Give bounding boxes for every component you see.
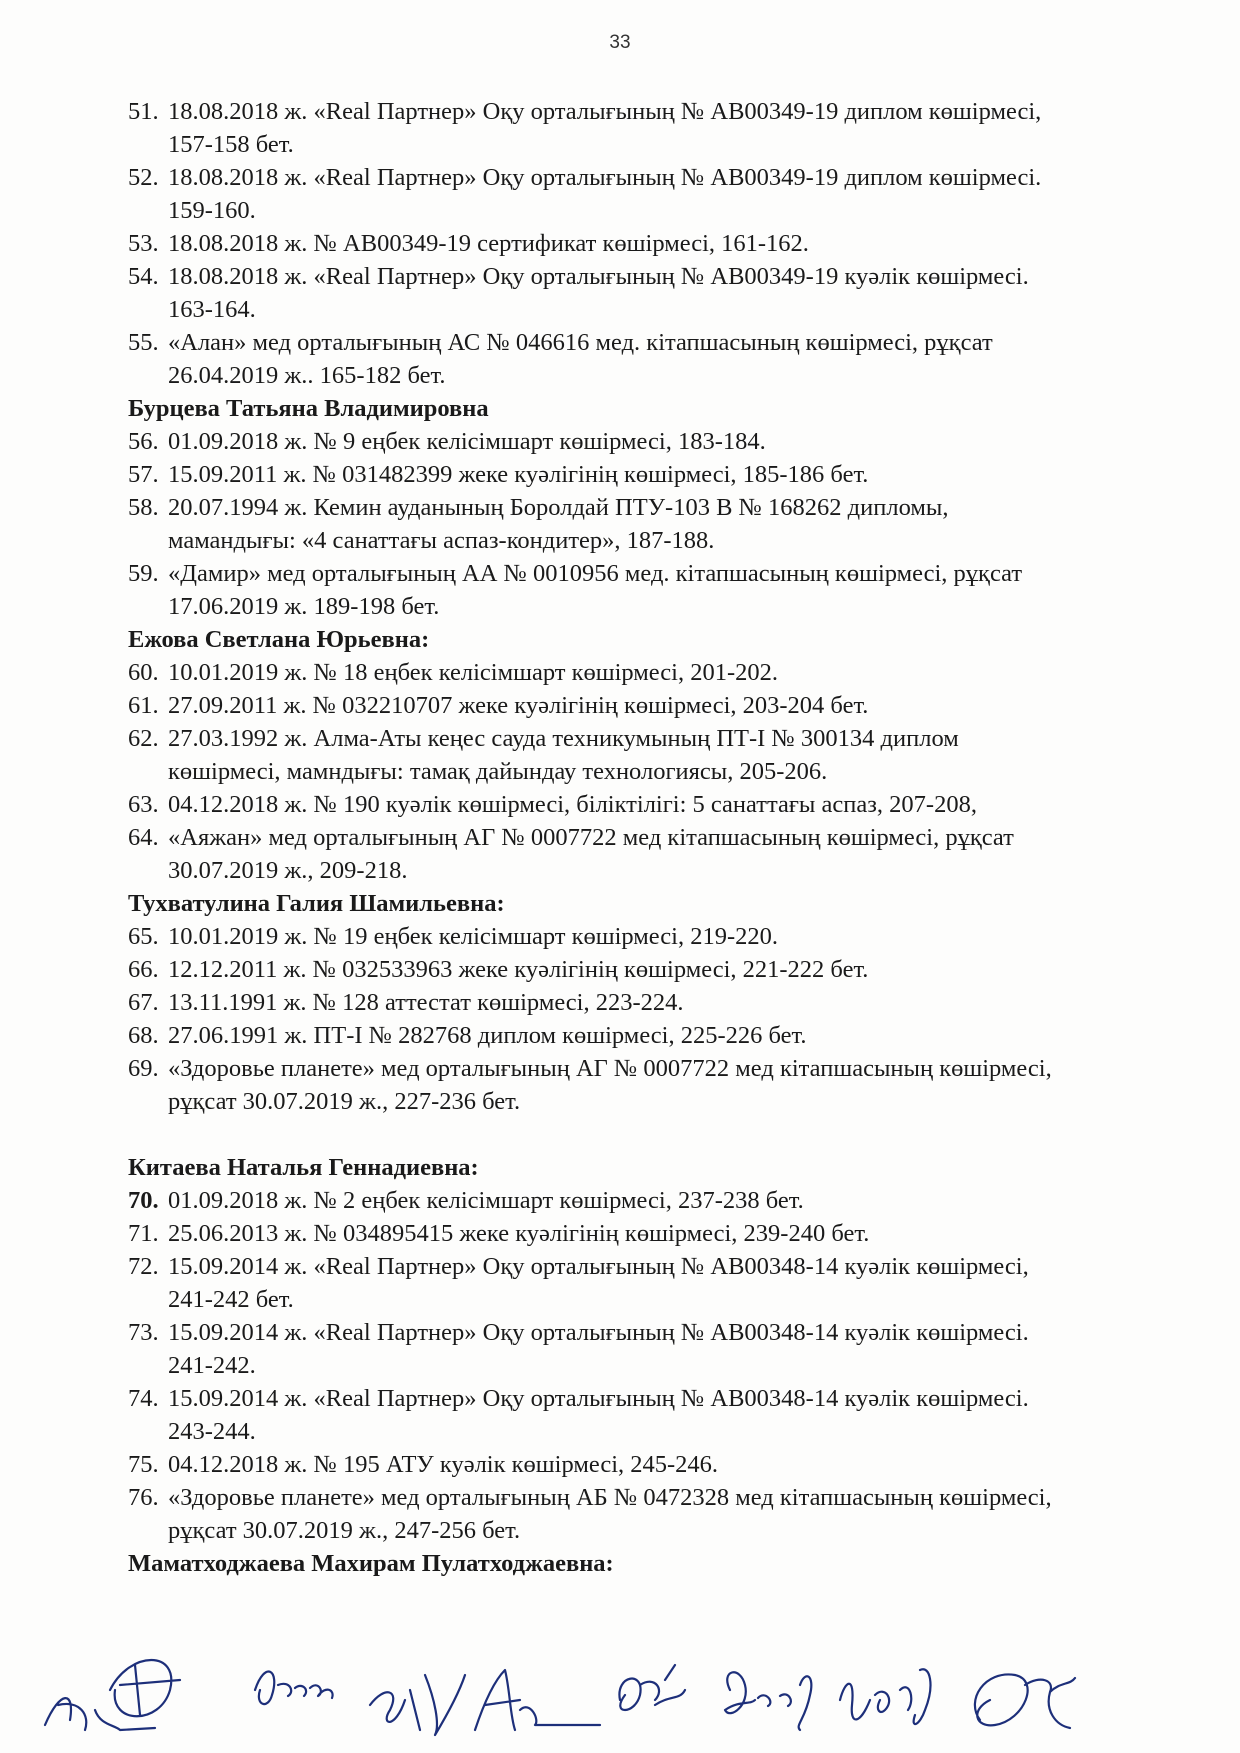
item-line: 241-242.: [168, 1352, 256, 1379]
list-item: [128, 1481, 1218, 1547]
item-text: [168, 1019, 1218, 1052]
item-line: «Дамир» мед орталығының АА № 0010956 мед. кітапшасының көшірмесі, рұқсат: [168, 560, 1023, 587]
item-line: 12.12.2011 ж. № 032533963 жеке куәлігінің көшірмесі, 221-222 бет.: [168, 956, 869, 983]
signature-4: [475, 1670, 600, 1730]
item-line: 15.09.2011 ж. № 031482399 жеке куәлігінің көшірмесі, 185-186 бет.: [168, 461, 869, 488]
item-number: 75.: [128, 1451, 159, 1478]
list-item: [128, 1250, 1218, 1316]
item-text: [168, 425, 1218, 458]
item-number: 76.: [128, 1484, 159, 1511]
item-number: 56.: [128, 428, 159, 455]
item-line: 27.06.1991 ж. ПТ-І № 282768 диплом көшірмесі, 225-226 бет.: [168, 1022, 807, 1049]
item-line: 15.09.2014 ж. «Real Партнер» Оқу орталығының № АВ00348-14 куәлік көшірмесі,: [168, 1253, 1029, 1280]
item-line: «Здоровье планете» мед орталығының АБ № 0472328 мед кітапшасының көшірмесі,: [168, 1484, 1052, 1511]
item-number: 54.: [128, 263, 159, 290]
list-item: [128, 1448, 1218, 1481]
item-line: 27.09.2011 ж. № 032210707 жеке куәлігінің көшірмесі, 203-204 бет.: [168, 692, 869, 719]
list-item: [128, 557, 1218, 623]
page-number: 33: [609, 32, 631, 53]
item-line: 10.01.2019 ж. № 18 еңбек келісімшарт көшірмесі, 201-202.: [168, 659, 778, 686]
list-item: [128, 95, 1218, 161]
item-number: 60.: [128, 659, 159, 686]
list-item: [128, 260, 1218, 326]
item-number: 72.: [128, 1253, 159, 1280]
item-number: 68.: [128, 1022, 159, 1049]
item-text: [168, 260, 1218, 326]
item-line: 10.01.2019 ж. № 19 еңбек келісімшарт көшірмесі, 219-220.: [168, 923, 778, 950]
item-line: 163-164.: [168, 296, 256, 323]
list-item: [128, 326, 1218, 392]
item-line: 18.08.2018 ж. «Real Партнер» Оқу орталығының № АВ00349-19 диплом көшірмесі.: [168, 164, 1042, 191]
item-line: 30.07.2019 ж., 209-218.: [168, 857, 408, 884]
item-line: рұқсат 30.07.2019 ж., 227-236 бет.: [168, 1088, 521, 1115]
item-number: 64.: [128, 824, 159, 851]
signatures-row: [40, 1630, 1220, 1740]
item-number: 53.: [128, 230, 159, 257]
list-item: [128, 656, 1218, 689]
item-number: 69.: [128, 1055, 159, 1082]
item-number: 73.: [128, 1319, 159, 1346]
item-text: [168, 953, 1218, 986]
list-item: [128, 227, 1218, 260]
item-line: 15.09.2014 ж. «Real Партнер» Оқу орталығының № АВ00348-14 куәлік көшірмесі.: [168, 1385, 1029, 1412]
handwritten-signatures: [40, 1630, 1220, 1740]
item-number: 51.: [128, 98, 159, 125]
item-text: [168, 821, 1218, 887]
signature-8: [975, 1674, 1075, 1728]
item-text: [168, 491, 1218, 557]
item-line: 15.09.2014 ж. «Real Партнер» Оқу орталығының № АВ00348-14 куәлік көшірмесі.: [168, 1319, 1029, 1346]
list-item: [128, 920, 1218, 953]
item-line: көшірмесі, мамндығы: тамақ дайындау технологиясы, 205-206.: [168, 758, 828, 785]
list-item: [128, 458, 1218, 491]
list-item: [128, 722, 1218, 788]
item-number: 57.: [128, 461, 159, 488]
item-line: 241-242 бет.: [168, 1286, 294, 1313]
item-text: [168, 326, 1218, 392]
item-number: 61.: [128, 692, 159, 719]
list-item: [128, 689, 1218, 722]
item-line: рұқсат 30.07.2019 ж., 247-256 бет.: [168, 1517, 521, 1544]
item-text: [168, 1184, 1218, 1217]
item-line: 04.12.2018 ж. № 195 АТУ куәлік көшірмесі, 245-246.: [168, 1451, 719, 1478]
item-line: 01.09.2018 ж. № 9 еңбек келісімшарт көшірмесі, 183-184.: [168, 428, 766, 455]
item-line: 159-160.: [168, 197, 256, 224]
item-line: 25.06.2013 ж. № 034895415 жеке куәлігінің көшірмесі, 239-240 бет.: [168, 1220, 870, 1247]
item-line: 18.08.2018 ж. № АВ00349-19 сертификат көшірмесі, 161-162.: [168, 230, 809, 257]
item-number: 71.: [128, 1220, 159, 1247]
item-text: [168, 1217, 1218, 1250]
item-line: 13.11.1991 ж. № 128 аттестат көшірмесі, 223-224.: [168, 989, 684, 1016]
list-item: [128, 986, 1218, 1019]
list-item: [128, 953, 1218, 986]
item-line: 243-244.: [168, 1418, 256, 1445]
item-text: [168, 788, 1218, 821]
item-number: 74.: [128, 1385, 159, 1412]
item-text: [168, 161, 1218, 227]
item-number: 65.: [128, 923, 159, 950]
signature-5: [619, 1665, 685, 1710]
item-text: [168, 1481, 1218, 1547]
item-line: 20.07.1994 ж. Кемин ауданының Боролдай ПТУ-103 В № 168262 дипломы,: [168, 494, 949, 521]
item-text: [168, 722, 1218, 788]
item-line: 27.03.1992 ж. Алма-Аты кеңес сауда техникумының ПТ-І № 300134 диплом: [168, 725, 959, 752]
item-text: [168, 458, 1218, 491]
item-line: 17.06.2019 ж. 189-198 бет.: [168, 593, 440, 620]
item-line: «Здоровье планете» мед орталығының АГ № 0007722 мед кітапшасының көшірмесі,: [168, 1055, 1052, 1082]
document-body: [128, 95, 1218, 1580]
signature-2: [255, 1671, 333, 1704]
item-text: [168, 227, 1218, 260]
item-number: 55.: [128, 329, 159, 356]
item-text: [168, 1316, 1218, 1382]
item-line: 18.08.2018 ж. «Real Партнер» Оқу орталығының № АВ00349-19 диплом көшірмесі,: [168, 98, 1042, 125]
item-line: 18.08.2018 ж. «Real Партнер» Оқу орталығының № АВ00349-19 куәлік көшірмесі.: [168, 263, 1029, 290]
item-text: [168, 1052, 1218, 1118]
item-line: мамандығы: «4 санаттағы аспаз-кондитер», 187-188.: [168, 527, 715, 554]
item-line: «Аяжан» мед орталығының АГ № 0007722 мед кітапшасының көшірмесі, рұқсат: [168, 824, 1014, 851]
list-item: [128, 1052, 1218, 1118]
item-text: [168, 557, 1218, 623]
item-number: 62.: [128, 725, 159, 752]
item-line: «Алан» мед орталығының АС № 046616 мед. кітапшасының көшірмесі, рұқсат: [168, 329, 993, 356]
item-number: 52.: [128, 164, 159, 191]
item-text: [168, 1448, 1218, 1481]
signature-7: [840, 1669, 930, 1724]
item-number: 67.: [128, 989, 159, 1016]
section-heading: Китаева Наталья Геннадиевна:: [128, 1154, 479, 1181]
list-item: [128, 1382, 1218, 1448]
item-line: 04.12.2018 ж. № 190 куәлік көшірмесі, біліктілігі: 5 санаттағы аспаз, 207-208,: [168, 791, 977, 818]
item-number: 70.: [128, 1187, 159, 1214]
section-heading: Тухватулина Галия Шамильевна:: [128, 890, 505, 917]
list-item: [128, 821, 1218, 887]
item-number: 66.: [128, 956, 159, 983]
item-line: 157-158 бет.: [168, 131, 294, 158]
list-item: [128, 1217, 1218, 1250]
signature-6: [725, 1672, 811, 1730]
item-text: [168, 1382, 1218, 1448]
section-heading: Маматходжаева Махирам Пулатходжаевна:: [128, 1550, 614, 1577]
list-item: [128, 788, 1218, 821]
item-line: 26.04.2019 ж.. 165-182 бет.: [168, 362, 446, 389]
list-item: [128, 425, 1218, 458]
item-text: [168, 986, 1218, 1019]
item-text: [168, 1250, 1218, 1316]
signature-1: [45, 1660, 180, 1730]
item-text: [168, 656, 1218, 689]
item-text: [168, 920, 1218, 953]
item-number: 63.: [128, 791, 159, 818]
signature-3: [370, 1675, 465, 1735]
item-text: [168, 689, 1218, 722]
list-item: [128, 1019, 1218, 1052]
item-number: 58.: [128, 494, 159, 521]
section-heading: Бурцева Татьяна Владимировна: [128, 395, 489, 422]
list-item: [128, 491, 1218, 557]
list-item: [128, 161, 1218, 227]
item-line: 01.09.2018 ж. № 2 еңбек келісімшарт көшірмесі, 237-238 бет.: [168, 1187, 804, 1214]
list-item: [128, 1184, 1218, 1217]
section-heading: Ежова Светлана Юрьевна:: [128, 626, 430, 653]
item-number: 59.: [128, 560, 159, 587]
list-item: [128, 1316, 1218, 1382]
item-text: [168, 95, 1218, 161]
